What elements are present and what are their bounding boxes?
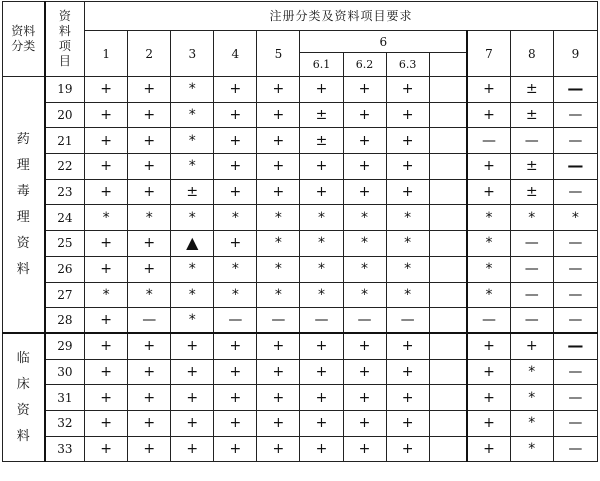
table-row xyxy=(3,102,598,128)
requirement-cell: * xyxy=(300,282,343,308)
requirement-cell: + xyxy=(214,410,257,436)
requirement-cell: + xyxy=(343,410,386,436)
requirement-cell: + xyxy=(343,436,386,462)
requirement-cell: — xyxy=(128,308,171,334)
requirement-cell: + xyxy=(128,102,171,128)
requirement-cell: * xyxy=(257,282,300,308)
table-row xyxy=(3,256,598,282)
requirement-cell: + xyxy=(128,359,171,385)
requirement-cell: + xyxy=(386,333,429,359)
requirement-cell: + xyxy=(171,436,214,462)
requirement-cell: + xyxy=(171,359,214,385)
empty-cell xyxy=(429,205,467,231)
requirement-cell: + xyxy=(343,333,386,359)
cat6-sub-header: 6.1 xyxy=(300,53,343,77)
table-row xyxy=(3,385,598,411)
requirement-cell: * xyxy=(510,359,553,385)
requirement-cell: * xyxy=(85,205,128,231)
requirement-cell: * xyxy=(85,282,128,308)
requirement-cell: * xyxy=(343,205,386,231)
requirement-cell: — xyxy=(510,308,553,334)
empty-cell xyxy=(429,256,467,282)
requirement-cell: * xyxy=(300,231,343,257)
requirement-cell: — xyxy=(553,410,597,436)
requirement-cell: * xyxy=(510,436,553,462)
row-number: 30 xyxy=(45,359,85,385)
cat-col-header: 5 xyxy=(257,31,300,77)
requirement-cell: * xyxy=(214,282,257,308)
cat6-sub-header: 6.3 xyxy=(386,53,429,77)
requirement-cell: + xyxy=(85,154,128,180)
requirement-cell: + xyxy=(257,385,300,411)
requirement-cell: + xyxy=(214,128,257,154)
requirement-cell: — xyxy=(553,385,597,411)
requirement-cell: — xyxy=(553,359,597,385)
section-label-text: 药理毒理资料 xyxy=(16,131,30,277)
item-column-label: 资料项目 xyxy=(58,9,71,68)
requirement-cell: — xyxy=(214,308,257,334)
requirement-cell: * xyxy=(257,205,300,231)
empty-cell xyxy=(429,282,467,308)
requirement-cell: + xyxy=(467,359,510,385)
requirement-cell: + xyxy=(386,410,429,436)
requirement-cell: + xyxy=(85,179,128,205)
requirement-cell: + xyxy=(128,179,171,205)
requirement-cell: + xyxy=(257,128,300,154)
cat6-header: 6 xyxy=(300,31,467,53)
requirement-cell: + xyxy=(343,385,386,411)
requirement-cell: — xyxy=(300,308,343,334)
requirement-cell: + xyxy=(85,231,128,257)
requirement-cell: * xyxy=(300,256,343,282)
empty-cell xyxy=(429,77,467,103)
requirement-cell: + xyxy=(343,154,386,180)
requirement-cell: + xyxy=(85,102,128,128)
requirement-cell: + xyxy=(85,77,128,103)
requirement-cell: + xyxy=(214,77,257,103)
requirement-cell: + xyxy=(128,410,171,436)
requirement-cell: * xyxy=(171,77,214,103)
requirement-cell: + xyxy=(467,77,510,103)
requirement-cell: + xyxy=(128,128,171,154)
requirement-cell: — xyxy=(553,436,597,462)
empty-cell xyxy=(429,359,467,385)
requirement-cell: + xyxy=(257,436,300,462)
requirement-cell: + xyxy=(300,410,343,436)
requirement-cell: * xyxy=(510,385,553,411)
requirement-cell: + xyxy=(85,359,128,385)
requirement-cell: — xyxy=(510,256,553,282)
requirement-cell: + xyxy=(257,333,300,359)
requirement-cell: + xyxy=(214,154,257,180)
requirement-cell: * xyxy=(171,282,214,308)
category-column-header xyxy=(3,2,45,77)
row-number: 32 xyxy=(45,410,85,436)
requirement-cell: — xyxy=(553,308,597,334)
requirement-cell: + xyxy=(214,179,257,205)
row-number: 22 xyxy=(45,154,85,180)
requirement-cell: + xyxy=(85,333,128,359)
table-row xyxy=(3,308,598,334)
requirement-cell: * xyxy=(214,256,257,282)
requirement-cell: + xyxy=(128,333,171,359)
requirement-cell: * xyxy=(257,256,300,282)
requirement-cell: + xyxy=(85,308,128,334)
requirement-cell: * xyxy=(510,205,553,231)
requirement-cell: + xyxy=(343,128,386,154)
table-row xyxy=(3,359,598,385)
requirement-cell: + xyxy=(386,102,429,128)
cat6-sub-header-empty xyxy=(429,53,467,77)
requirement-cell: * xyxy=(510,410,553,436)
requirement-cell: — xyxy=(510,128,553,154)
requirement-cell: + xyxy=(128,231,171,257)
requirement-cell: + xyxy=(171,410,214,436)
requirement-cell: ▲ xyxy=(171,231,214,257)
requirement-cell: + xyxy=(300,154,343,180)
requirement-cell: + xyxy=(214,333,257,359)
requirement-cell: ± xyxy=(300,128,343,154)
requirement-cell: + xyxy=(386,77,429,103)
empty-cell xyxy=(429,154,467,180)
row-number: 25 xyxy=(45,231,85,257)
cat-col-header: 3 xyxy=(171,31,214,77)
requirement-cell: — xyxy=(553,231,597,257)
cat-col-header: 2 xyxy=(128,31,171,77)
requirement-cell: + xyxy=(467,385,510,411)
requirement-cell: * xyxy=(171,128,214,154)
requirement-cell: — xyxy=(257,308,300,334)
table-row xyxy=(3,333,598,359)
requirement-cell: — xyxy=(553,128,597,154)
requirement-cell: + xyxy=(85,385,128,411)
requirement-cell: + xyxy=(128,436,171,462)
requirement-cell: + xyxy=(128,256,171,282)
requirement-cell: * xyxy=(214,205,257,231)
section-label xyxy=(3,77,45,334)
table-body xyxy=(3,77,598,462)
requirement-cell: + xyxy=(214,359,257,385)
requirement-cell: + xyxy=(386,154,429,180)
requirement-cell: — xyxy=(343,308,386,334)
row-number: 27 xyxy=(45,282,85,308)
requirement-cell: + xyxy=(343,102,386,128)
row-number: 29 xyxy=(45,333,85,359)
requirement-cell: — xyxy=(553,256,597,282)
empty-cell xyxy=(429,308,467,334)
cat6-sub-header: 6.2 xyxy=(343,53,386,77)
requirement-cell: + xyxy=(257,179,300,205)
requirement-cell: + xyxy=(85,410,128,436)
requirement-cell: * xyxy=(300,205,343,231)
table-row xyxy=(3,205,598,231)
requirement-cell: + xyxy=(300,333,343,359)
requirement-cell: — xyxy=(467,128,510,154)
row-number: 28 xyxy=(45,308,85,334)
row-number: 26 xyxy=(45,256,85,282)
requirement-cell: * xyxy=(171,308,214,334)
requirement-cell: + xyxy=(386,385,429,411)
requirement-cell: — xyxy=(510,231,553,257)
section-label-text: 临床资料 xyxy=(16,350,30,444)
table-row xyxy=(3,282,598,308)
requirement-cell: + xyxy=(85,256,128,282)
row-number: 33 xyxy=(45,436,85,462)
requirement-cell: ± xyxy=(510,102,553,128)
empty-cell xyxy=(429,436,467,462)
table-title: 注册分类及资料项目要求 xyxy=(85,2,598,31)
requirement-cell: — xyxy=(553,77,597,103)
requirement-cell: * xyxy=(171,154,214,180)
requirement-cell: + xyxy=(467,154,510,180)
requirement-cell: + xyxy=(386,359,429,385)
requirement-cell: * xyxy=(467,231,510,257)
table-row xyxy=(3,154,598,180)
requirement-cell: * xyxy=(128,205,171,231)
requirement-cell: + xyxy=(214,436,257,462)
cat-col-header: 1 xyxy=(85,31,128,77)
requirement-cell: * xyxy=(343,282,386,308)
requirement-cell: + xyxy=(214,231,257,257)
cat-col-header: 4 xyxy=(214,31,257,77)
requirement-cell: + xyxy=(300,359,343,385)
requirement-cell: ± xyxy=(300,102,343,128)
requirement-cell: + xyxy=(85,436,128,462)
requirement-cell: * xyxy=(386,231,429,257)
requirement-cell: * xyxy=(553,205,597,231)
requirement-cell: * xyxy=(171,256,214,282)
requirement-cell: + xyxy=(510,333,553,359)
table-row xyxy=(3,231,598,257)
requirement-cell: — xyxy=(553,179,597,205)
requirement-cell: + xyxy=(467,102,510,128)
requirement-cell: * xyxy=(128,282,171,308)
table-row xyxy=(3,179,598,205)
empty-cell xyxy=(429,333,467,359)
requirement-cell: + xyxy=(257,410,300,436)
cat-col-header: 9 xyxy=(553,31,597,77)
row-number: 31 xyxy=(45,385,85,411)
requirement-cell: * xyxy=(467,205,510,231)
requirement-cell: + xyxy=(343,179,386,205)
table-row xyxy=(3,128,598,154)
row-number: 21 xyxy=(45,128,85,154)
requirement-cell: — xyxy=(467,308,510,334)
empty-cell xyxy=(429,231,467,257)
empty-cell xyxy=(429,128,467,154)
table-row xyxy=(3,410,598,436)
requirement-cell: * xyxy=(386,205,429,231)
cat-col-header: 8 xyxy=(510,31,553,77)
requirement-cell: + xyxy=(343,77,386,103)
requirement-cell: + xyxy=(128,385,171,411)
requirement-cell: + xyxy=(386,128,429,154)
requirement-cell: + xyxy=(300,77,343,103)
requirement-cell: ± xyxy=(510,154,553,180)
requirement-cell: + xyxy=(214,102,257,128)
requirement-cell: + xyxy=(257,154,300,180)
requirements-table xyxy=(2,1,598,462)
requirement-cell: — xyxy=(386,308,429,334)
requirement-cell: * xyxy=(386,282,429,308)
requirement-cell: + xyxy=(467,333,510,359)
requirement-cell: + xyxy=(128,154,171,180)
requirement-cell: + xyxy=(300,179,343,205)
row-number: 23 xyxy=(45,179,85,205)
requirement-cell: ± xyxy=(171,179,214,205)
row-number: 24 xyxy=(45,205,85,231)
row-number: 19 xyxy=(45,77,85,103)
empty-cell xyxy=(429,385,467,411)
requirement-cell: + xyxy=(467,436,510,462)
requirement-cell: + xyxy=(257,77,300,103)
row-number: 20 xyxy=(45,102,85,128)
requirement-cell: + xyxy=(171,333,214,359)
requirement-cell: + xyxy=(386,436,429,462)
requirement-cell: — xyxy=(510,282,553,308)
requirement-cell: — xyxy=(553,154,597,180)
empty-cell xyxy=(429,179,467,205)
requirement-cell: * xyxy=(467,282,510,308)
requirement-cell: * xyxy=(171,102,214,128)
requirement-cell: + xyxy=(386,179,429,205)
requirement-cell: + xyxy=(467,179,510,205)
empty-cell xyxy=(429,410,467,436)
requirement-cell: — xyxy=(553,282,597,308)
requirement-cell: + xyxy=(257,359,300,385)
table-row xyxy=(3,436,598,462)
requirement-cell: + xyxy=(128,77,171,103)
empty-cell xyxy=(429,102,467,128)
item-column-header xyxy=(45,2,85,77)
requirement-cell: + xyxy=(171,385,214,411)
requirement-cell: ± xyxy=(510,179,553,205)
requirement-cell: + xyxy=(85,128,128,154)
requirement-cell: * xyxy=(343,256,386,282)
requirement-cell: + xyxy=(300,385,343,411)
requirement-cell: + xyxy=(300,436,343,462)
cat-col-header: 7 xyxy=(467,31,510,77)
section-label xyxy=(3,333,45,461)
requirement-cell: + xyxy=(257,102,300,128)
requirement-cell: — xyxy=(553,102,597,128)
requirement-cell: — xyxy=(553,333,597,359)
table-row xyxy=(3,77,598,103)
requirement-cell: * xyxy=(171,205,214,231)
requirement-cell: * xyxy=(467,256,510,282)
requirement-cell: + xyxy=(467,410,510,436)
category-column-label: 资料分类 xyxy=(11,24,36,53)
requirement-cell: + xyxy=(343,359,386,385)
requirement-cell: * xyxy=(257,231,300,257)
requirement-cell: * xyxy=(386,256,429,282)
requirement-cell: ± xyxy=(510,77,553,103)
requirement-cell: * xyxy=(343,231,386,257)
requirement-cell: + xyxy=(214,385,257,411)
